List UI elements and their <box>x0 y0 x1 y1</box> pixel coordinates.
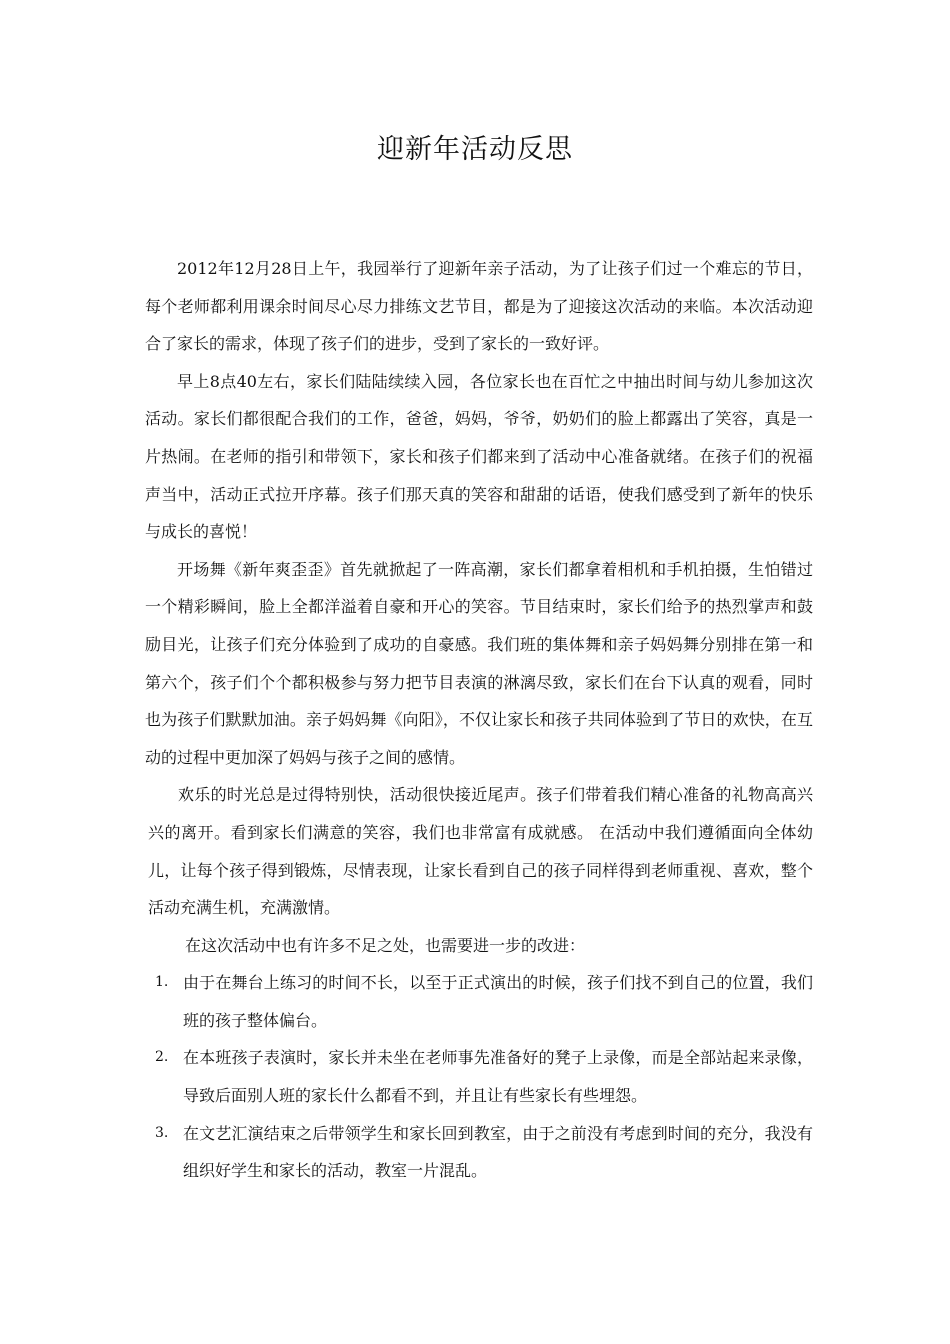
list-item-text: 在本班孩子表演时，家长并未坐在老师事先准备好的凳子上录像，而是全部站起来录像，导致后面别人班的家长什么都看不到，并且让有些家长有些埋怨。 <box>183 1048 813 1106</box>
list-item-text: 在文艺汇演结束之后带领学生和家长回到教室，由于之前没有考虑到时间的充分，我没有组织好学生和家长的活动，教室一片混乱。 <box>183 1123 813 1181</box>
paragraph-intro: 2012年12月28日上午，我园举行了迎新年亲子活动，为了让孩子们过一个难忘的节日，每个老师都利用课余时间尽心尽力排练文艺节目，都是为了迎接这次活动的来临。本次活动迎合了家长的需求，体现了孩子们的进步，受到了家长的一致好评。 <box>145 259 813 354</box>
list-number: 1. <box>155 974 169 991</box>
list-item <box>145 964 813 1039</box>
list-item <box>145 1039 813 1114</box>
document-body <box>145 250 813 1190</box>
list-number: 2. <box>155 1049 169 1066</box>
paragraph-closing: 欢乐的时光总是过得特别快，活动很快接近尾声。孩子们带着我们精心准备的礼物高高兴兴的离开。看到家长们满意的笑容，我们也非常富有成就感。 在活动中我们遵循面向全体幼儿，让每个孩子得到锻炼，尽情表现，让家长看到自己的孩子同样得到老师重视、喜欢，整个活动充满生机，充满激情。 <box>148 785 813 918</box>
list-item-text: 由于在舞台上练习的时间不长，以至于正式演出的时候，孩子们找不到自己的位置，我们班的孩子整体偏台。 <box>183 973 813 1030</box>
paragraph-arrival: 早上8点40左右，家长们陆陆续续入园，各位家长也在百忙之中抽出时间与幼儿参加这次活动。家长们都很配合我们的工作，爸爸，妈妈，爷爷，奶奶们的脸上都露出了笑容，真是一片热闹。在老师的指引和带领下，家长和孩子们都来到了活动中心准备就绪。在孩子们的祝福声当中，活动正式拉开序幕。孩子们那天真的笑容和甜甜的话语，使我们感受到了新年的快乐与成长的喜悦！ <box>145 371 813 542</box>
list-number: 3. <box>155 1124 169 1141</box>
list-item <box>145 1115 813 1190</box>
paragraph-performance: 开场舞《新年爽歪歪》首先就掀起了一阵高潮，家长们都拿着相机和手机拍摄，生怕错过一个精彩瞬间，脸上全都洋溢着自豪和开心的笑容。节目结束时，家长们给予的热烈掌声和鼓励目光，让孩子们充分体验到了成功的自豪感。我们班的集体舞和亲子妈妈舞分别排在第一和第六个，孩子们个个都积极参与努力把节目表演的淋漓尽致，家长们在台下认真的观看，同时也为孩子们默默加油。亲子妈妈舞《向阳》，不仅让家长和孩子共同体验到了节日的欢快，在互动的过程中更加深了妈妈与孩子之间的感情。 <box>145 559 813 767</box>
paragraph-shortcomings-lead: 在这次活动中也有许多不足之处，也需要进一步的改进： <box>185 935 586 955</box>
shortcomings-list <box>145 964 813 1190</box>
document-title: 迎新年活动反思 <box>377 134 573 165</box>
